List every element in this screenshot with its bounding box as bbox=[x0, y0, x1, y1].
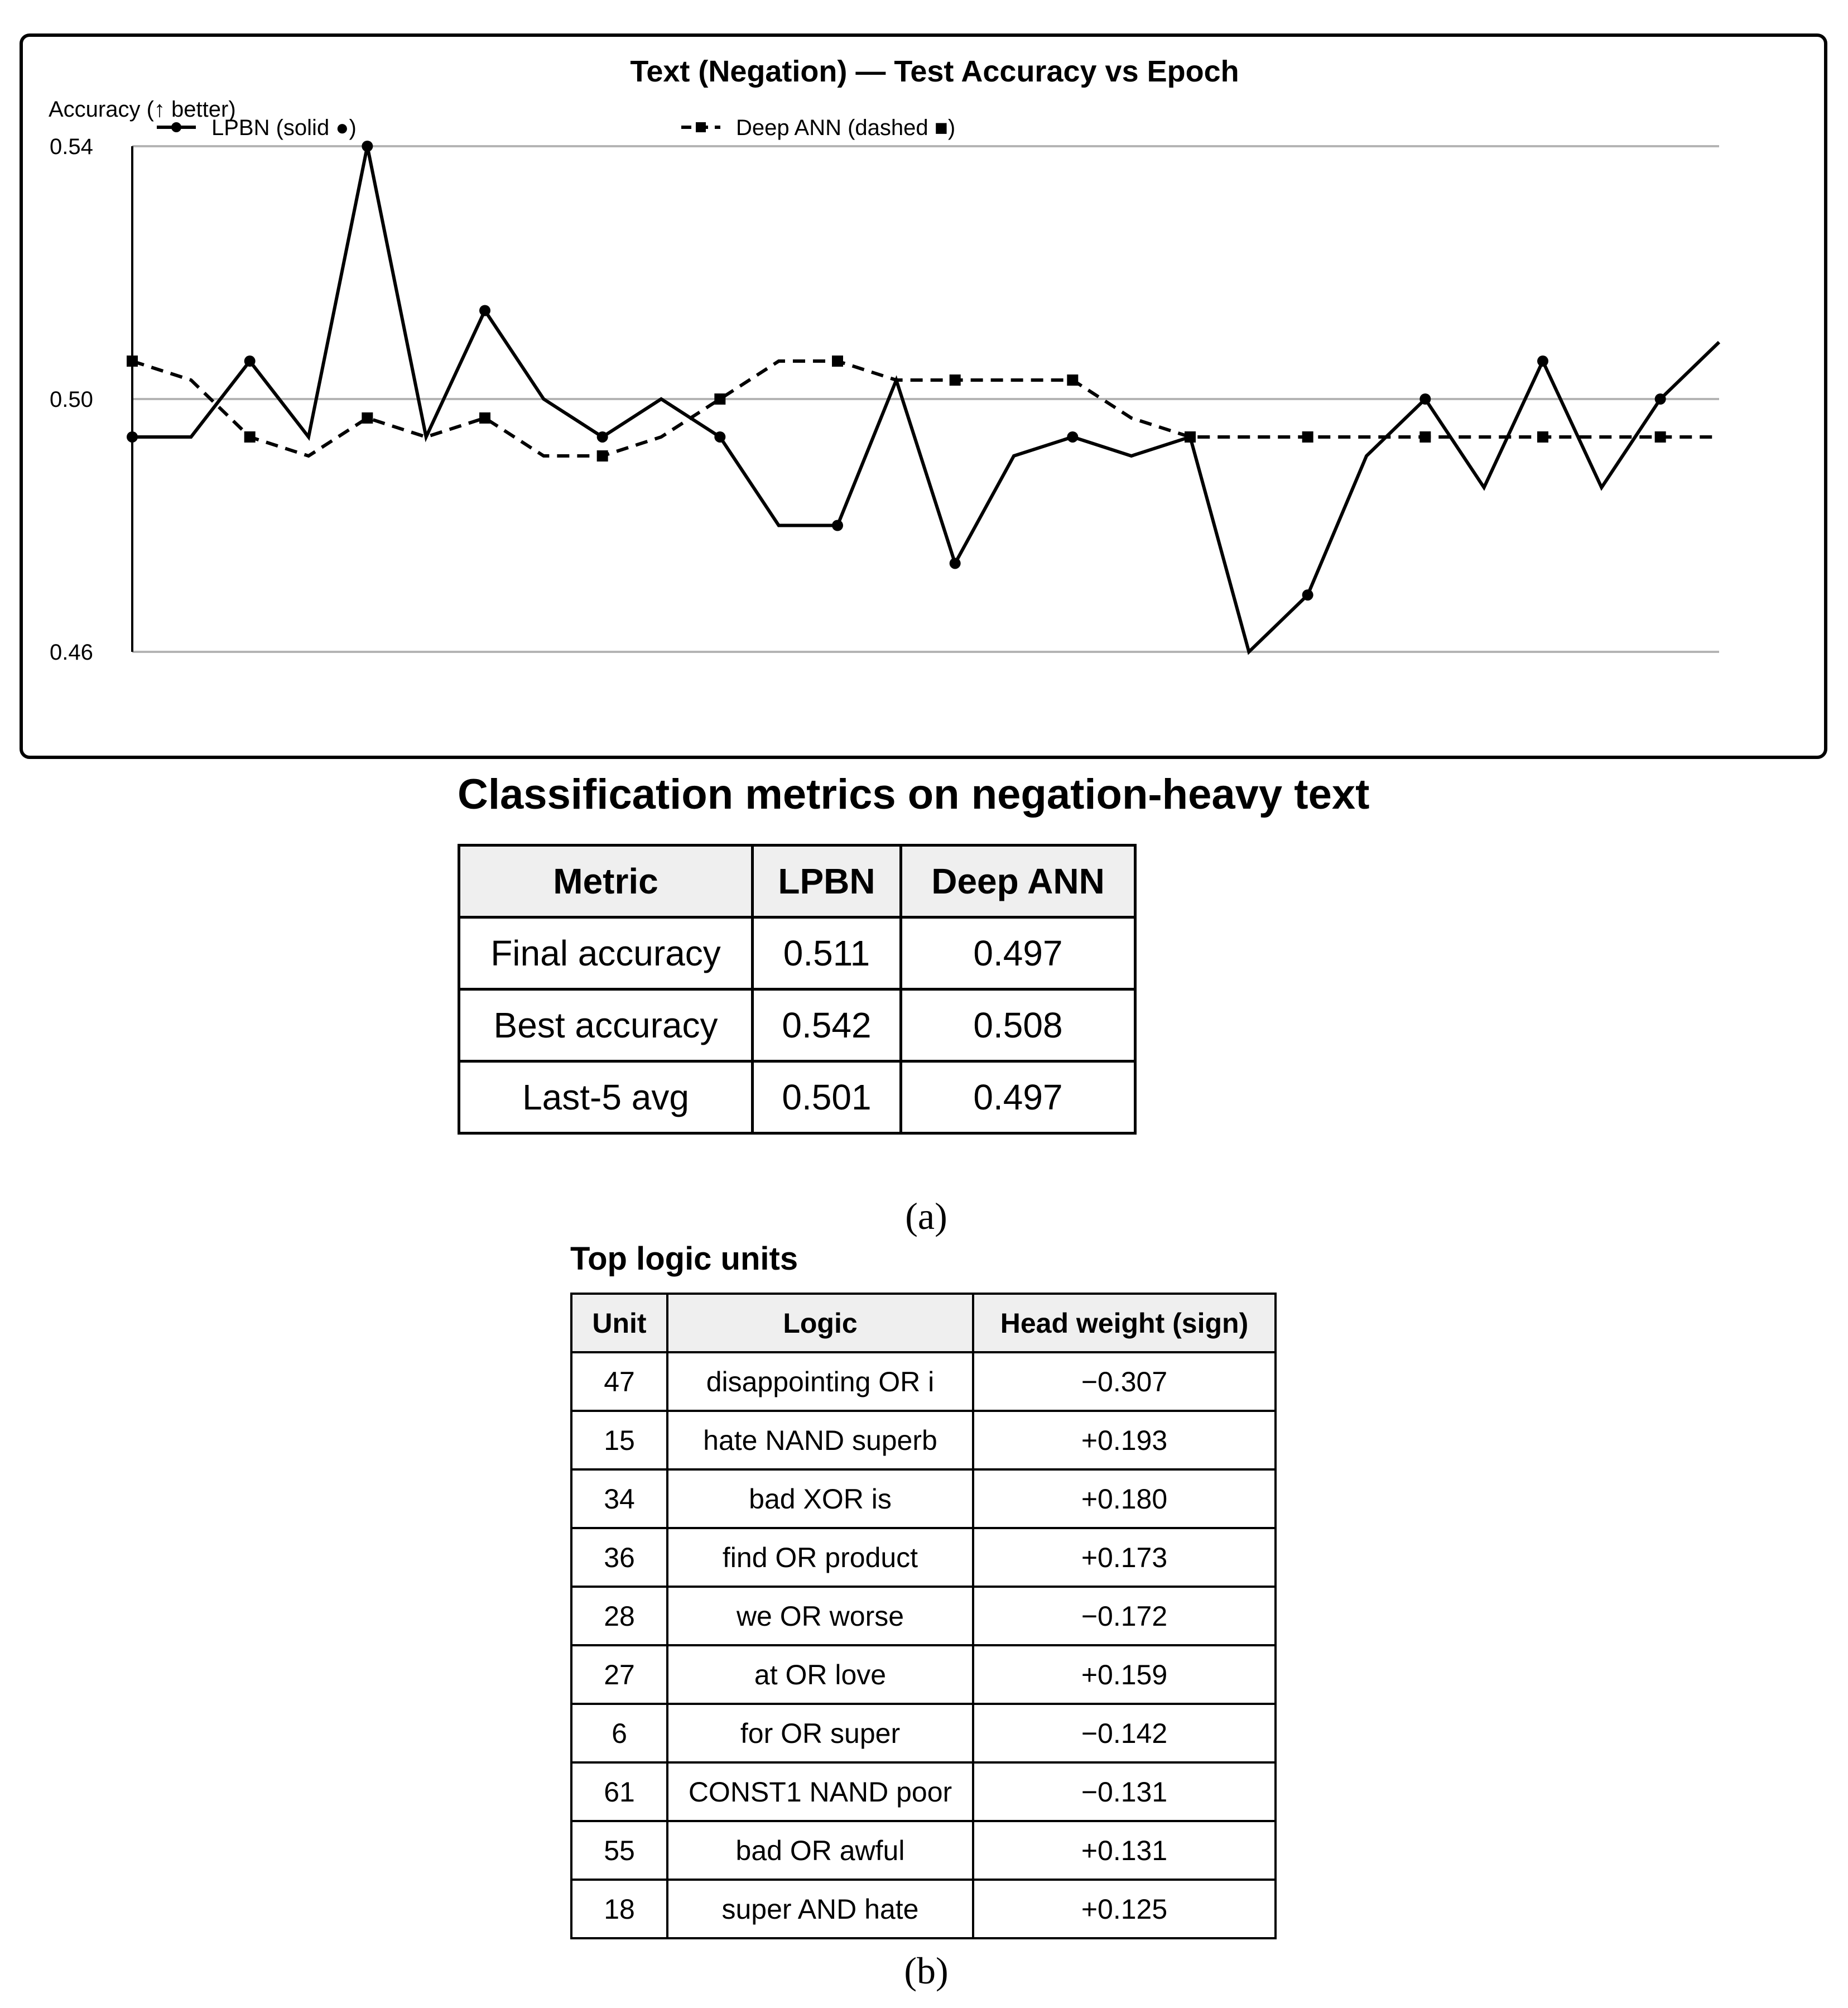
deep-ann-point bbox=[1655, 431, 1666, 443]
lpbn-point bbox=[479, 305, 490, 316]
unit-weight-cell: +0.193 bbox=[973, 1411, 1276, 1469]
table-row bbox=[459, 1061, 1135, 1133]
deep-ann-point bbox=[127, 356, 138, 367]
lpbn-value-cell: 0.542 bbox=[753, 989, 901, 1061]
deep-ann-value-cell: 0.497 bbox=[901, 917, 1135, 989]
deep-ann-point bbox=[479, 412, 490, 424]
lpbn-point bbox=[832, 520, 843, 531]
deep-ann-point bbox=[1067, 374, 1078, 386]
unit-id-cell: 55 bbox=[571, 1821, 667, 1880]
unit-logic-cell: hate NAND superb bbox=[667, 1411, 973, 1469]
unit-id-cell: 18 bbox=[571, 1880, 667, 1938]
lpbn-point bbox=[597, 431, 608, 443]
units-header-weight: Head weight (sign) bbox=[973, 1294, 1276, 1352]
metric-name-cell: Best accuracy bbox=[459, 989, 753, 1061]
unit-id-cell: 34 bbox=[571, 1469, 667, 1528]
metrics-header-metric: Metric bbox=[459, 846, 753, 917]
unit-logic-cell: CONST1 NAND poor bbox=[667, 1762, 973, 1821]
deep-ann-point bbox=[950, 374, 961, 386]
unit-logic-cell: super AND hate bbox=[667, 1880, 973, 1938]
table-row bbox=[571, 1528, 1276, 1587]
unit-id-cell: 15 bbox=[571, 1411, 667, 1469]
deep-ann-point bbox=[1302, 431, 1313, 443]
deep-ann-point bbox=[1185, 431, 1196, 443]
unit-weight-cell: +0.125 bbox=[973, 1880, 1276, 1938]
unit-logic-cell: bad OR awful bbox=[667, 1821, 973, 1880]
y-tick-label: 0.46 bbox=[50, 640, 93, 665]
table-row bbox=[571, 1821, 1276, 1880]
legend-deep-ann-marker bbox=[696, 122, 706, 132]
table-row bbox=[571, 1352, 1276, 1411]
lpbn-point bbox=[1302, 589, 1313, 601]
deep-ann-point bbox=[1419, 431, 1431, 443]
lpbn-value-cell: 0.511 bbox=[753, 917, 901, 989]
unit-id-cell: 36 bbox=[571, 1528, 667, 1587]
legend-lpbn-marker bbox=[171, 122, 181, 132]
lpbn-point bbox=[1067, 431, 1078, 443]
deep-ann-point bbox=[1537, 431, 1548, 443]
deep-ann-point bbox=[597, 450, 608, 462]
unit-weight-cell: −0.172 bbox=[973, 1587, 1276, 1645]
lpbn-point bbox=[714, 431, 725, 443]
y-tick-label: 0.54 bbox=[50, 134, 93, 159]
lpbn-point bbox=[244, 356, 256, 367]
table-row bbox=[571, 1704, 1276, 1762]
unit-logic-cell: for OR super bbox=[667, 1704, 973, 1762]
legend-deep-ann-label: Deep ANN (dashed ■) bbox=[736, 116, 956, 140]
lpbn-point bbox=[127, 431, 138, 443]
lpbn-point bbox=[362, 141, 373, 152]
deep-ann-value-cell: 0.508 bbox=[901, 989, 1135, 1061]
y-tick-label: 0.50 bbox=[50, 387, 93, 412]
unit-logic-cell: at OR love bbox=[667, 1645, 973, 1704]
logic-units-title: Top logic units bbox=[570, 1241, 798, 1277]
table-row bbox=[571, 1762, 1276, 1821]
unit-id-cell: 61 bbox=[571, 1762, 667, 1821]
unit-weight-cell: +0.131 bbox=[973, 1821, 1276, 1880]
metrics-table-title: Classification metrics on negation-heavy text bbox=[458, 771, 1370, 818]
unit-logic-cell: find OR product bbox=[667, 1528, 973, 1587]
lpbn-point bbox=[950, 558, 961, 569]
deep-ann-point bbox=[832, 356, 843, 367]
table-row bbox=[571, 1587, 1276, 1645]
unit-logic-cell: disappointing OR i bbox=[667, 1352, 973, 1411]
unit-logic-cell: we OR worse bbox=[667, 1587, 973, 1645]
unit-id-cell: 27 bbox=[571, 1645, 667, 1704]
units-header-logic: Logic bbox=[667, 1294, 973, 1352]
gridlines bbox=[132, 146, 1719, 652]
unit-weight-cell: +0.180 bbox=[973, 1469, 1276, 1528]
series-lines bbox=[127, 141, 1719, 652]
lpbn-point bbox=[1537, 356, 1548, 367]
legend-lpbn-label: LPBN (solid ●) bbox=[211, 116, 357, 140]
units-header-row bbox=[571, 1294, 1276, 1352]
unit-weight-cell: +0.159 bbox=[973, 1645, 1276, 1704]
lpbn-point bbox=[1419, 393, 1431, 405]
caption-b: (b) bbox=[904, 1949, 949, 1992]
table-row bbox=[459, 917, 1135, 989]
table-row bbox=[459, 989, 1135, 1061]
y-axis-label: Accuracy (↑ better) bbox=[49, 97, 236, 122]
y-axis bbox=[50, 134, 132, 665]
deep-ann-point bbox=[714, 393, 725, 405]
unit-id-cell: 28 bbox=[571, 1587, 667, 1645]
caption-a: (a) bbox=[905, 1195, 947, 1237]
table-row bbox=[571, 1880, 1276, 1938]
unit-logic-cell: bad XOR is bbox=[667, 1469, 973, 1528]
metric-name-cell: Final accuracy bbox=[459, 917, 753, 989]
table-row bbox=[571, 1645, 1276, 1704]
deep-ann-point bbox=[244, 431, 256, 443]
metrics-table bbox=[458, 844, 1137, 1135]
units-header-unit: Unit bbox=[571, 1294, 667, 1352]
unit-weight-cell: −0.142 bbox=[973, 1704, 1276, 1762]
legend bbox=[157, 116, 955, 140]
metrics-header-deep-ann: Deep ANN bbox=[901, 846, 1135, 917]
unit-weight-cell: −0.307 bbox=[973, 1352, 1276, 1411]
deep-ann-value-cell: 0.497 bbox=[901, 1061, 1135, 1133]
lpbn-point bbox=[1655, 393, 1666, 405]
deep-ann-point bbox=[362, 412, 373, 424]
chart-title: Text (Negation) — Test Accuracy vs Epoch bbox=[630, 55, 1239, 88]
unit-id-cell: 47 bbox=[571, 1352, 667, 1411]
deep-ann-series-line bbox=[132, 361, 1719, 456]
unit-weight-cell: +0.173 bbox=[973, 1528, 1276, 1587]
unit-weight-cell: −0.131 bbox=[973, 1762, 1276, 1821]
metrics-header-lpbn: LPBN bbox=[753, 846, 901, 917]
accuracy-chart bbox=[23, 37, 1824, 756]
table-row bbox=[571, 1469, 1276, 1528]
metrics-header-row bbox=[459, 846, 1135, 917]
accuracy-chart-panel bbox=[20, 33, 1827, 759]
metric-name-cell: Last-5 avg bbox=[459, 1061, 753, 1133]
lpbn-value-cell: 0.501 bbox=[753, 1061, 901, 1133]
unit-id-cell: 6 bbox=[571, 1704, 667, 1762]
logic-units-table bbox=[570, 1293, 1277, 1939]
table-row bbox=[571, 1411, 1276, 1469]
